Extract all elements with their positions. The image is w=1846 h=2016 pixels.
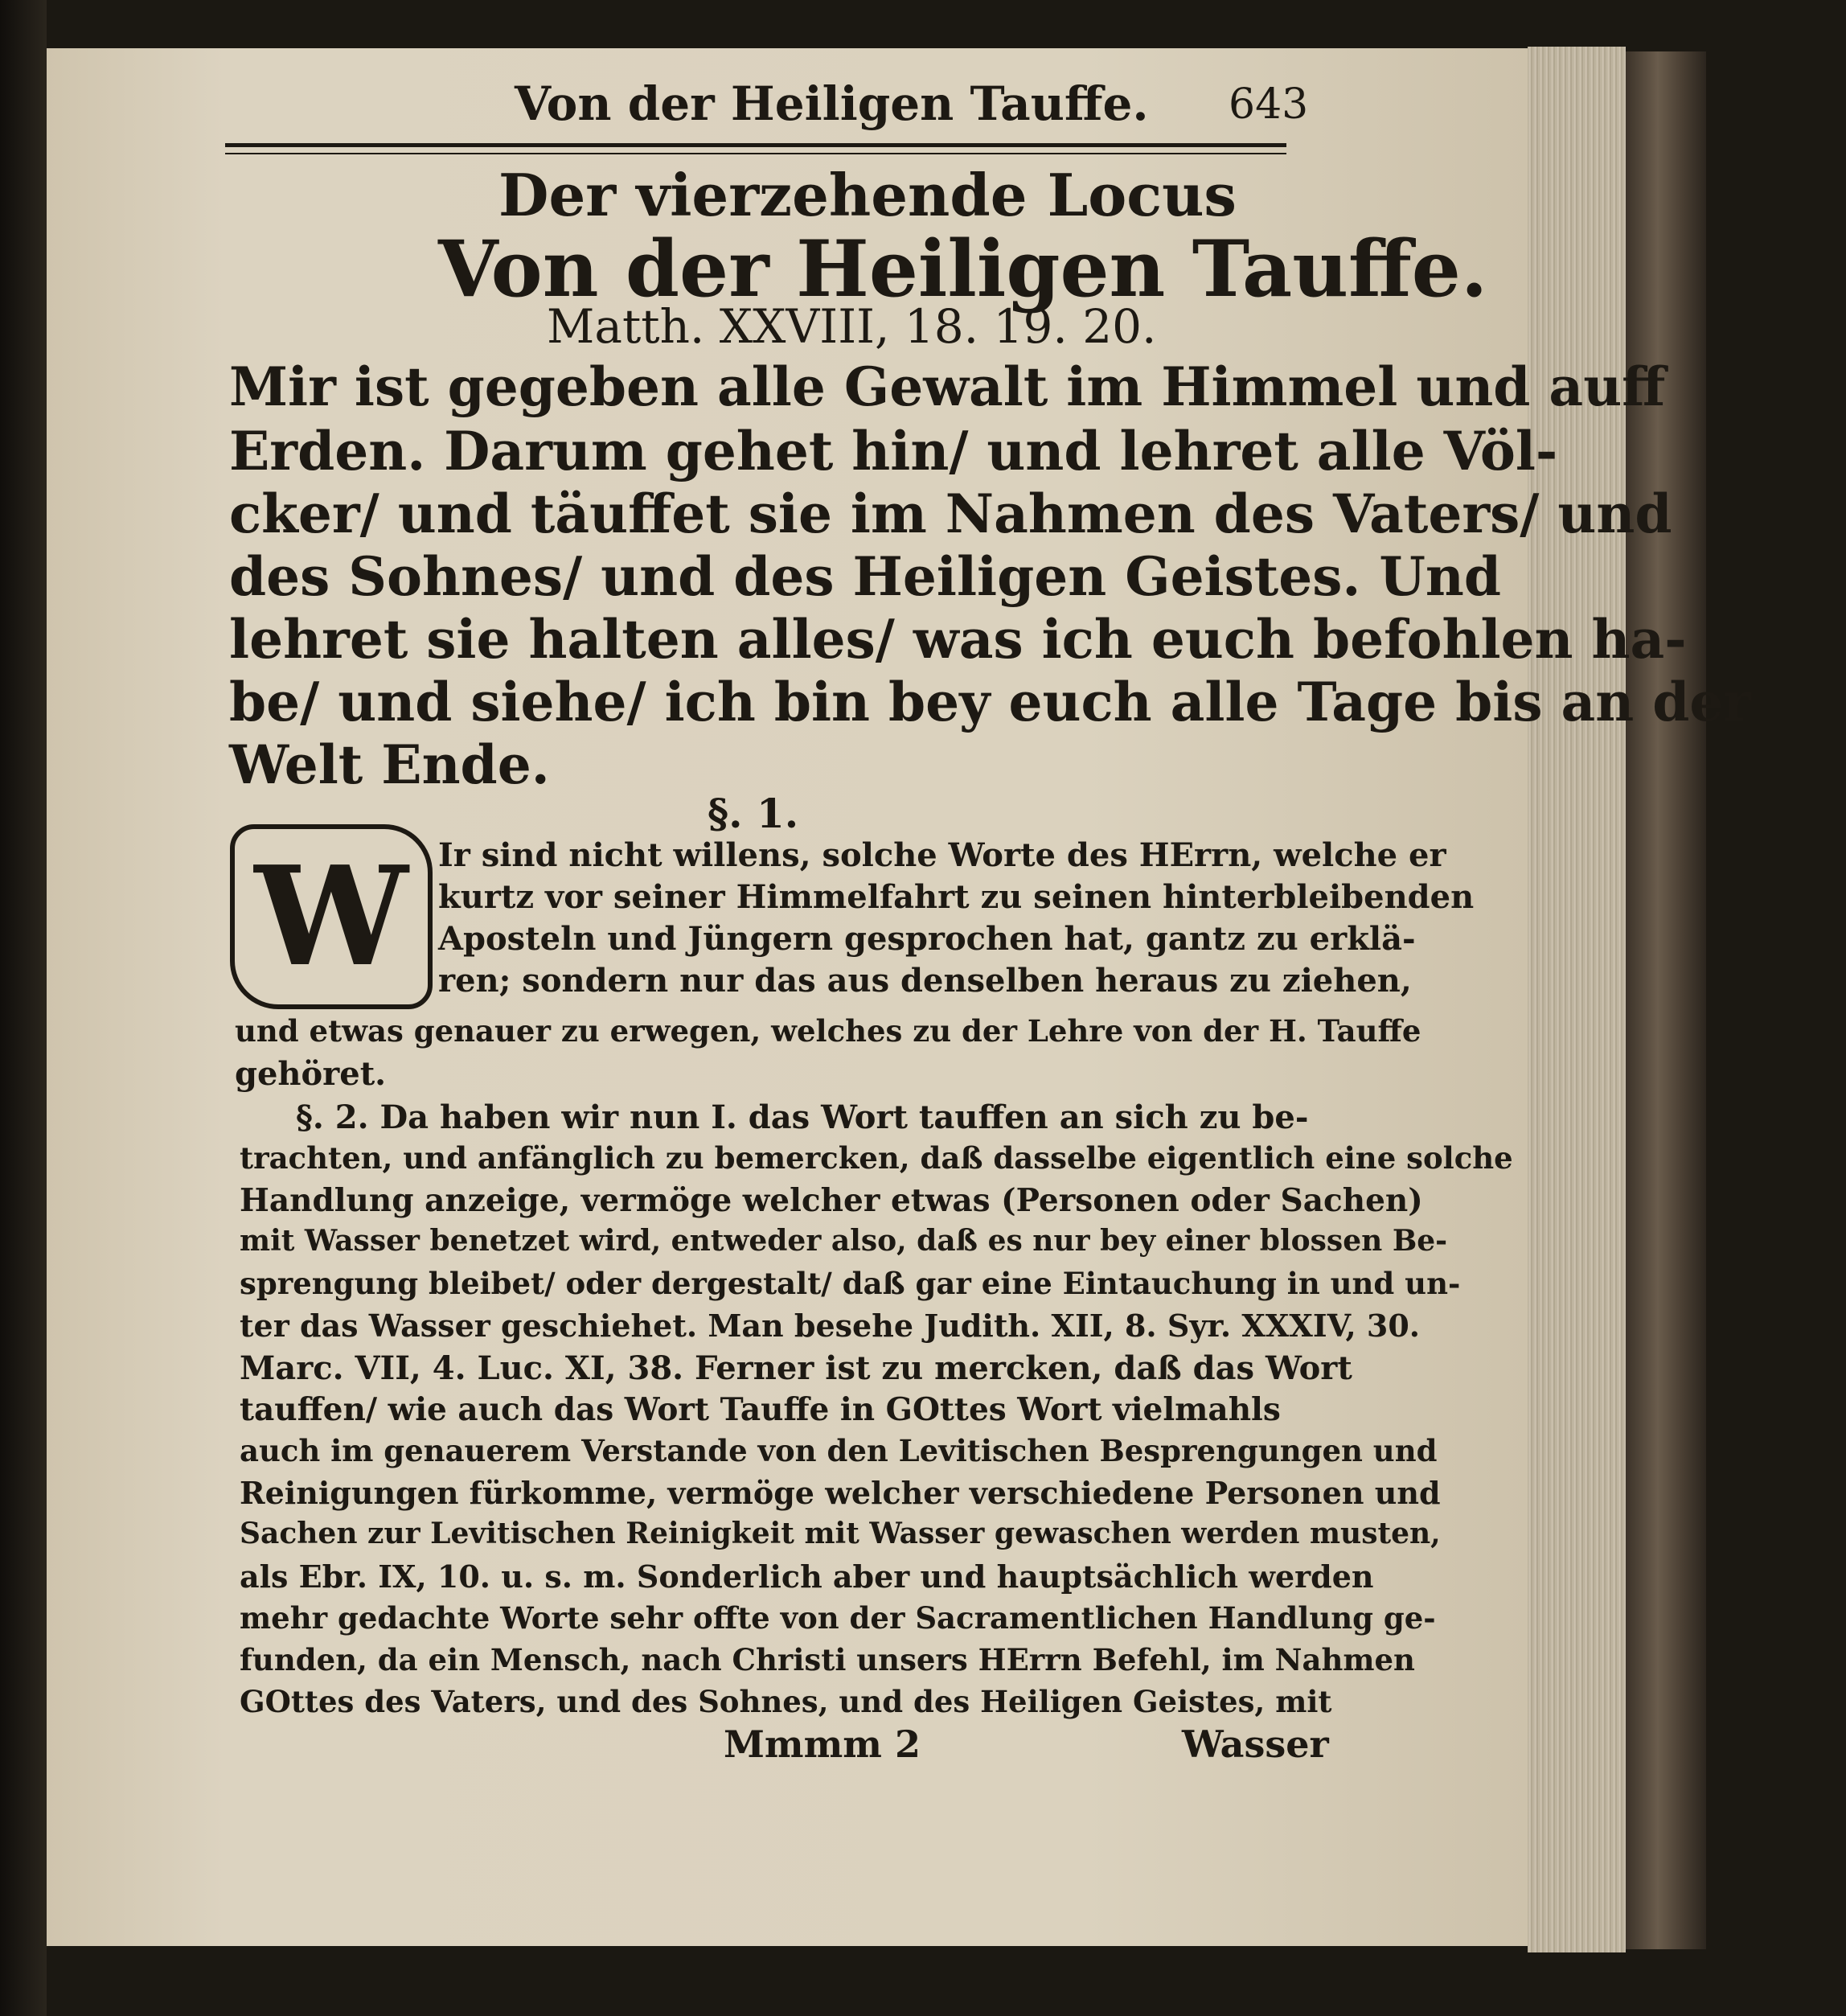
binding-gutter <box>0 0 47 2016</box>
body-line: funden, da ein Mensch, nach Christi unsers HErrn Befehl, im Nahmen <box>240 1642 1415 1677</box>
header-rule-thin <box>225 153 1286 154</box>
body-line: mehr gedachte Worte sehr offte von der Sacramentlichen Handlung ge- <box>240 1600 1436 1636</box>
body-line: Marc. VII, 4. Luc. XI, 38. Ferner ist zu mercken, daß das Wort <box>240 1349 1352 1387</box>
body-line: sprengung bleibet/ oder dergestalt/ daß gar eine Eintauchung in und un- <box>240 1266 1461 1301</box>
page-number: 643 <box>1229 80 1309 129</box>
body-line: tauffen/ wie auch das Wort Tauffe in GOttes Wort vielmahls <box>240 1391 1281 1428</box>
body-line: kurtz vor seiner Himmelfahrt zu seinen hinterbleibenden <box>438 878 1475 916</box>
running-head: Von der Heiligen Tauffe. <box>515 76 1149 131</box>
body-line: ren; sondern nur das aus denselben heraus zu ziehen, <box>438 962 1412 1000</box>
body-line: Handlung anzeige, vermöge welcher etwas (Personen oder Sachen) <box>240 1182 1423 1219</box>
body-line: trachten, und anfänglich zu bemercken, daß dasselbe eigentlich eine solche <box>240 1140 1513 1176</box>
scripture-reference: Matth. XXVIII, 18. 19. 20. <box>547 299 1157 354</box>
body-line: ter das Wasser geschiehet. Man besehe Judith. XII, 8. Syr. XXXIV, 30. <box>240 1308 1421 1344</box>
body-line: als Ebr. IX, 10. u. s. m. Sonderlich aber und hauptsächlich werden <box>240 1558 1374 1595</box>
quote-line: be/ und siehe/ ich bin bey euch alle Tage bis an der <box>229 671 1752 733</box>
marbled-cover <box>1626 51 1706 1949</box>
quote-line: Welt Ende. <box>229 733 550 796</box>
body-line: Aposteln und Jüngern gesprochen hat, gantz zu erklä- <box>438 920 1416 958</box>
chapter-heading-line-1: Der vierzehende Locus <box>498 161 1237 229</box>
decorated-initial: W <box>230 824 433 1009</box>
quote-line: des Sohnes/ und des Heiligen Geistes. Und <box>229 545 1502 608</box>
quote-line: Mir ist gegeben alle Gewalt im Himmel und auff <box>229 355 1666 418</box>
section-number: §. 1. <box>708 790 799 837</box>
body-line: GOttes des Vaters, und des Sohnes, und des Heiligen Geistes, mit <box>240 1684 1332 1719</box>
quote-line: cker/ und täuffet sie im Nahmen des Vaters/ und <box>229 482 1672 545</box>
header-rule <box>225 143 1286 147</box>
body-line: §. 2. Da haben wir nun I. das Wort tauffen an sich zu be- <box>296 1098 1309 1136</box>
body-line: Reinigungen fürkomme, vermöge welcher verschiedene Personen und <box>240 1475 1441 1511</box>
catchword: Wasser <box>1182 1722 1329 1766</box>
quote-line: Erden. Darum gehet hin/ und lehret alle Völ- <box>229 420 1558 482</box>
signature-mark: Mmmm 2 <box>724 1722 921 1766</box>
body-line: und etwas genauer zu erwegen, welches zu der Lehre von der H. Tauffe <box>235 1013 1421 1049</box>
body-line: Sachen zur Levitischen Reinigkeit mit Wasser gewaschen werden musten, <box>240 1517 1441 1550</box>
body-line: Ir sind nicht willens, solche Worte des HErrn, welche er <box>438 836 1446 874</box>
page-edges <box>1528 47 1626 1952</box>
body-line: mit Wasser benetzet wird, entweder also, daß es nur bey einer blossen Be- <box>240 1224 1448 1258</box>
body-line: gehöret. <box>235 1055 387 1093</box>
quote-line: lehret sie halten alles/ was ich euch befohlen ha- <box>229 608 1687 671</box>
body-line: auch im genauerem Verstande von den Levitischen Besprengungen und <box>240 1433 1438 1468</box>
chapter-heading-line-2: Von der Heiligen Tauffe. <box>438 224 1488 314</box>
